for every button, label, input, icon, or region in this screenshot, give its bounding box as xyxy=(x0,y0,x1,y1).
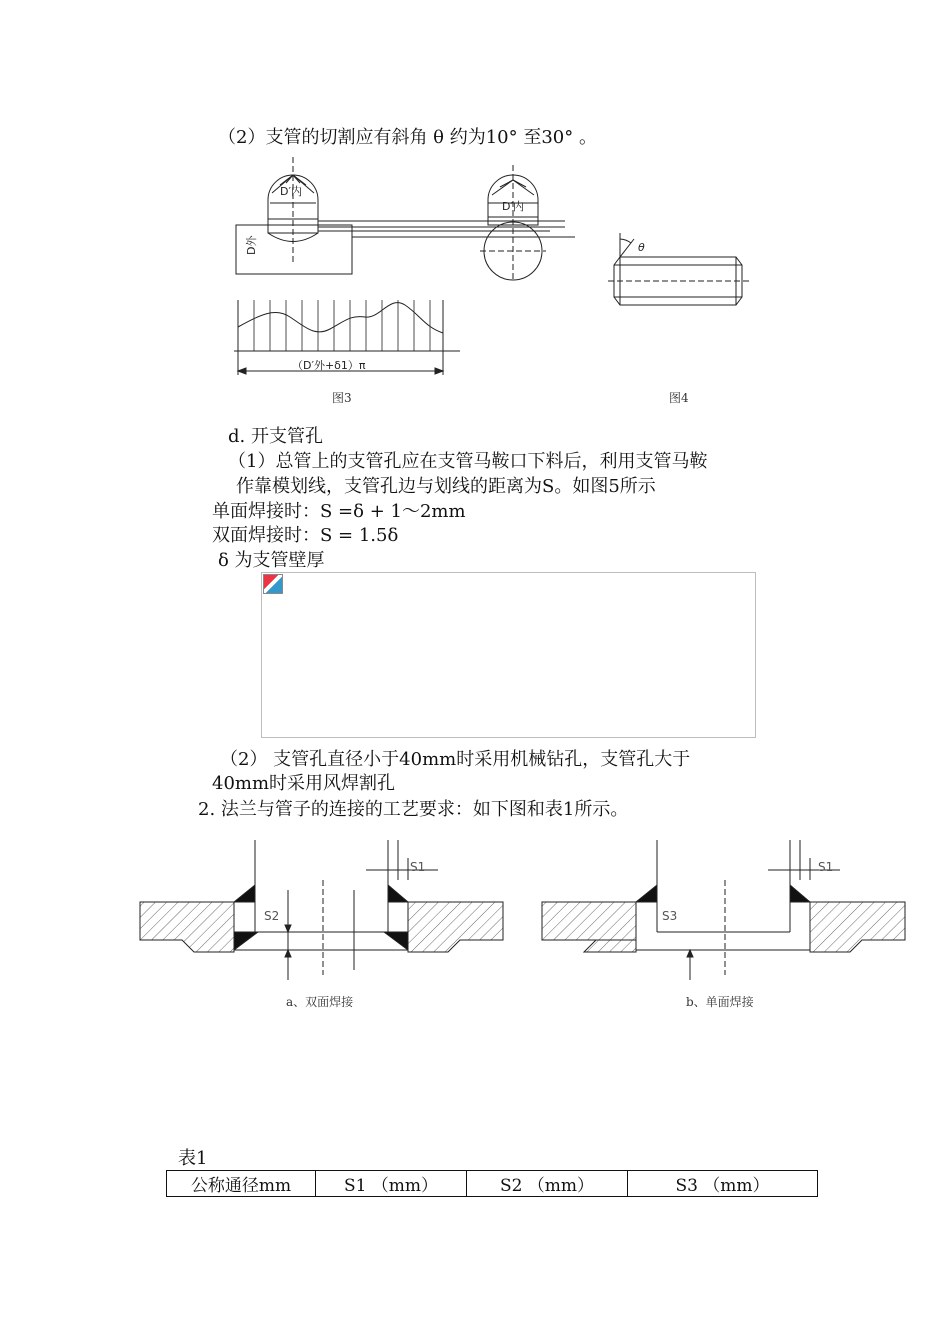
label-theta: θ xyxy=(638,241,645,254)
table-1-title: 表1 xyxy=(178,1148,208,1169)
header-s2: S2 （mm） xyxy=(467,1171,628,1197)
label-d-outer: D外 xyxy=(245,235,258,255)
caption-figure-3: 图3 xyxy=(332,391,352,405)
text-drill-rule-1: （2） 支管孔直径小于40mm时采用机械钻孔，支管孔大于 xyxy=(220,749,691,770)
flange-figure-a xyxy=(138,840,508,990)
text-cut-angle: （2）支管的切割应有斜角 θ 约为10° 至30° 。 xyxy=(218,127,597,148)
label-s3: S3 xyxy=(662,909,678,923)
header-s3: S3 （mm） xyxy=(628,1171,818,1197)
text-hole-rule-1: （1）总管上的支管孔应在支管马鞍口下料后，利用支管马鞍 xyxy=(228,451,708,472)
table-header-row xyxy=(167,1171,818,1197)
caption-single-weld: b、单面焊接 xyxy=(686,995,754,1009)
header-s1: S1 （mm） xyxy=(316,1171,467,1197)
label-d-inner-right: D′内 xyxy=(502,200,524,213)
caption-figure-4: 图4 xyxy=(669,391,689,405)
flange-figure-b xyxy=(540,840,910,990)
caption-double-weld: a、双面焊接 xyxy=(286,995,354,1009)
label-s1-b: S1 xyxy=(818,860,834,874)
label-s2: S2 xyxy=(264,909,280,923)
figure-5-image xyxy=(261,572,756,738)
figure-4-drawing xyxy=(600,225,760,315)
table-1 xyxy=(166,1170,818,1197)
figure-3-drawing xyxy=(220,155,580,390)
heading-flange-connection: 2. 法兰与管子的连接的工艺要求：如下图和表1所示。 xyxy=(198,799,629,820)
text-single-weld: 单面焊接时：S =δ + 1～2mm xyxy=(212,501,466,522)
heading-branch-hole: d. 开支管孔 xyxy=(228,426,323,447)
broken-image-icon xyxy=(263,574,283,594)
text-drill-rule-2: 40mm时采用风焊割孔 xyxy=(212,773,396,794)
label-developed-length: （D′外+δ1）π xyxy=(292,359,366,372)
text-hole-rule-2: 作靠模划线，支管孔边与划线的距离为S。如图5所示 xyxy=(236,476,656,497)
text-double-weld: 双面焊接时：S = 1.5δ xyxy=(212,525,399,546)
label-d-inner-left: D′内 xyxy=(280,185,302,198)
header-nominal-diameter: 公称通径mm xyxy=(167,1171,316,1197)
label-s1-a: S1 xyxy=(410,860,426,874)
text-wall-thickness: δ 为支管壁厚 xyxy=(218,550,325,571)
